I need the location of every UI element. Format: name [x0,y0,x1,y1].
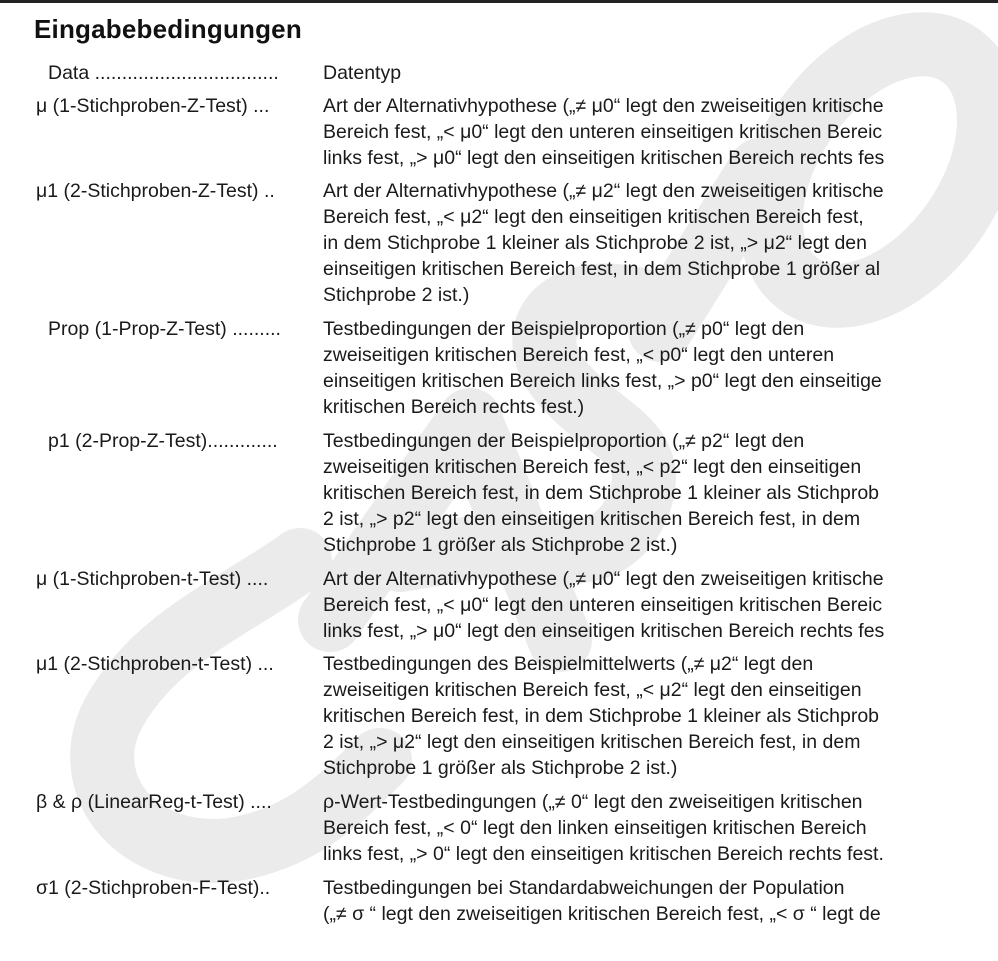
entry-description: Datentyp [323,62,402,84]
entry-description: Testbedingungen bei Standardabweichungen der Population („≠ σ “ legt den zweiseitigen kritischen Bereich fest, „< σ “ legt de [323,877,881,925]
entry-mu1-2-t [0,651,998,781]
entry-mu-1-t [0,566,998,644]
entry-mu-1-z [0,93,998,171]
entry-term: μ (1-Stichproben-Z-Test) ... [36,95,270,117]
top-rule [0,0,998,3]
entry-data [0,60,998,86]
entry-term: μ (1-Stichproben-t-Test) .... [36,568,269,590]
entry-term: β & ρ (LinearReg-t-Test) .... [36,791,272,813]
entry-description: ρ-Wert-Testbedingungen („≠ 0“ legt den zweiseitigen kritischen Bereich fest, „< 0“ legt den linken einseitigen kritischen Bereich links fest, „> 0“ legt den einseitigen kritischen Bereich rechts fest. [323,791,884,865]
page-heading: Eingabebedingungen [34,14,302,44]
entry-beta-rho-linreg-t [0,789,998,867]
entry-description: Art der Alternativhypothese („≠ μ0“ legt den zweiseitigen kritische Bereich fest, „< μ0“ legt den unteren einseitigen kritischen Bereic links fest, „> μ0“ legt den einseitigen kritischen Bereich rechts fes [323,568,885,642]
definition-list [0,60,998,927]
entry-term: σ1 (2-Stichproben-F-Test).. [36,877,271,899]
entry-term: Prop (1-Prop-Z-Test) ......... [48,318,281,340]
entry-description: Art der Alternativhypothese („≠ μ0“ legt den zweiseitigen kritische Bereich fest, „< μ0“ legt den unteren einseitigen kritischen Bereic links fest, „> μ0“ legt den einseitigen kritischen Bereich rechts fes [323,95,885,169]
entry-term: p1 (2-Prop-Z-Test)............. [48,430,278,452]
entry-description: Testbedingungen der Beispielproportion („≠ p0“ legt den zweiseitigen kritischen Bereich fest, „< p0“ legt den unteren einseitigen kritischen Bereich links fest, „> p0“ legt den einseitige kritischen Bereich rechts fest.) [323,318,882,418]
entry-p1-2-prop-z [0,428,998,558]
entry-sigma1-2-f [0,875,998,927]
entry-term: μ1 (2-Stichproben-Z-Test) .. [36,180,275,202]
entry-term: Data .................................. [48,62,279,84]
entry-description: Art der Alternativhypothese („≠ μ2“ legt den zweiseitigen kritische Bereich fest, „< μ2“ legt den einseitigen kritischen Bereich fest, in dem Stichprobe 1 kleiner als Stichprobe 2 ist, „> μ2“ legt den einseitigen kritischen Bereich fest, in dem Stichprobe 1 größer al Stichprobe 2 ist.) [323,180,884,306]
entry-mu1-2-z [0,178,998,308]
entry-description: Testbedingungen des Beispielmittelwerts („≠ μ2“ legt den zweiseitigen kritischen Bereich fest, „< μ2“ legt den einseitigen kritischen Bereich fest, in dem Stichprobe 1 kleiner als Stichprob 2 ist, „> μ2“ legt den einseitigen kritischen Bereich fest, in dem Stichprobe 1 größer als Stichprobe 2 ist.) [323,653,880,779]
entry-term: μ1 (2-Stichproben-t-Test) ... [36,653,274,675]
entry-prop-1-prop-z [0,316,998,420]
entry-description: Testbedingungen der Beispielproportion („≠ p2“ legt den zweiseitigen kritischen Bereich fest, „< p2“ legt den einseitigen kritischen Bereich fest, in dem Stichprobe 1 kleiner als Stichprob 2 ist, „> p2“ legt den einseitigen kritischen Bereich fest, in dem Stichprobe 1 größer als Stichprobe 2 ist.) [323,430,880,556]
